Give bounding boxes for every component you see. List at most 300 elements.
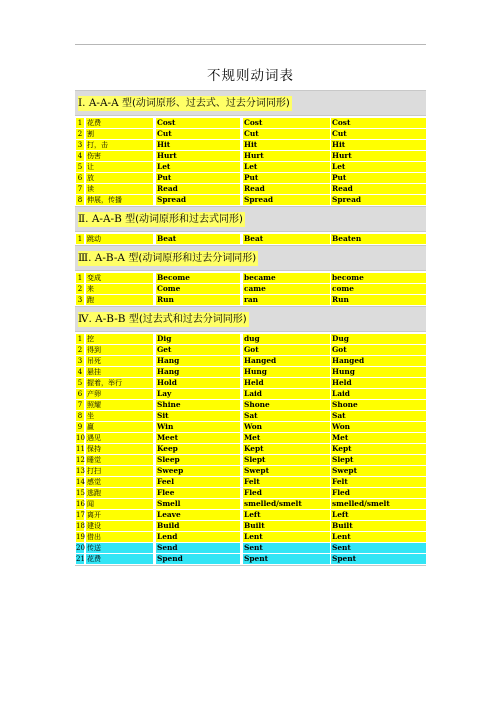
table-row bbox=[75, 377, 426, 388]
base-form: Lend bbox=[156, 532, 240, 542]
section-rows bbox=[75, 271, 426, 307]
section-type: 型 bbox=[122, 97, 133, 109]
past-participle-cell bbox=[330, 128, 426, 139]
past-tense-cell bbox=[242, 421, 330, 432]
chinese-meaning-cell bbox=[85, 454, 153, 465]
section-header bbox=[75, 207, 426, 232]
past-participle-cell bbox=[330, 333, 426, 344]
row-number-cell bbox=[75, 509, 84, 520]
row-number-cell bbox=[75, 117, 84, 128]
row-number: 1 bbox=[77, 334, 83, 343]
table-row bbox=[75, 233, 426, 244]
row-number: 5 bbox=[77, 378, 83, 387]
past-participle-cell bbox=[330, 498, 426, 509]
base-form-cell bbox=[155, 161, 240, 172]
past-participle-cell bbox=[330, 421, 426, 432]
row-number: 3 bbox=[77, 295, 83, 304]
past-participle-cell bbox=[330, 465, 426, 476]
base-form-cell bbox=[155, 388, 240, 399]
row-number: 9 bbox=[77, 422, 83, 431]
base-form-cell bbox=[155, 377, 240, 388]
row-number: 14 bbox=[76, 477, 85, 486]
past-participle: Sat bbox=[331, 411, 426, 421]
row-number: 19 bbox=[76, 532, 85, 541]
row-number: 11 bbox=[76, 444, 85, 453]
past-participle: Cost bbox=[331, 118, 426, 128]
section-description: (动词原形和过去分词同形) bbox=[138, 252, 257, 264]
section-title bbox=[78, 312, 249, 327]
section-rows bbox=[75, 332, 426, 566]
base-form: Win bbox=[156, 422, 240, 432]
past-participle-cell bbox=[330, 476, 426, 487]
past-participle: Got bbox=[331, 345, 426, 355]
past-tense-cell bbox=[242, 443, 330, 454]
base-form: Spread bbox=[156, 195, 240, 205]
past-participle: Dug bbox=[331, 334, 426, 344]
past-participle: Hung bbox=[331, 367, 426, 377]
chinese-meaning: 读 bbox=[86, 184, 153, 194]
row-number: 1 bbox=[77, 273, 83, 282]
table-row bbox=[75, 498, 426, 509]
row-number-cell bbox=[75, 542, 84, 553]
chinese-meaning: 坐 bbox=[86, 411, 153, 421]
past-tense-cell bbox=[242, 233, 330, 244]
row-number: 18 bbox=[76, 521, 85, 530]
base-form-cell bbox=[155, 272, 240, 283]
section-roman: Ⅳ. bbox=[78, 312, 92, 325]
past-participle-cell bbox=[330, 294, 426, 305]
section-pattern: A-B-B bbox=[91, 312, 129, 325]
past-participle: Cut bbox=[331, 129, 426, 139]
row-number: 17 bbox=[76, 510, 85, 519]
row-number-cell bbox=[75, 344, 84, 355]
header-rule bbox=[75, 44, 426, 45]
table-row bbox=[75, 432, 426, 443]
past-participle-cell bbox=[330, 117, 426, 128]
row-number: 5 bbox=[77, 162, 83, 171]
row-number: 8 bbox=[77, 411, 83, 420]
chinese-meaning: 保持 bbox=[86, 444, 153, 454]
chinese-meaning: 跳动 bbox=[86, 234, 153, 244]
chinese-meaning-cell bbox=[85, 344, 153, 355]
past-participle: Kept bbox=[331, 444, 426, 454]
row-number-cell bbox=[75, 498, 84, 509]
past-participle: Hit bbox=[331, 140, 426, 150]
base-form: Feel bbox=[156, 477, 240, 487]
base-form-cell bbox=[155, 194, 240, 205]
chinese-meaning: 照耀 bbox=[86, 400, 153, 410]
base-form-cell bbox=[155, 531, 240, 542]
base-form: Hurt bbox=[156, 151, 240, 161]
row-number: 20 bbox=[76, 543, 85, 552]
base-form: Run bbox=[156, 295, 240, 305]
past-tense: Cost bbox=[243, 118, 330, 128]
past-participle-cell bbox=[330, 443, 426, 454]
base-form: Shine bbox=[156, 400, 240, 410]
section-header bbox=[75, 246, 426, 271]
chinese-meaning: 传送 bbox=[86, 543, 153, 553]
chinese-meaning-cell bbox=[85, 272, 153, 283]
table-row bbox=[75, 520, 426, 531]
past-tense: Hanged bbox=[243, 356, 330, 366]
section-rows bbox=[75, 116, 426, 207]
past-tense-cell bbox=[242, 520, 330, 531]
past-tense-cell bbox=[242, 542, 330, 553]
chinese-meaning-cell bbox=[85, 233, 153, 244]
row-number-cell bbox=[75, 272, 84, 283]
table-row bbox=[75, 465, 426, 476]
chinese-meaning: 吊死 bbox=[86, 356, 153, 366]
chinese-meaning-cell bbox=[85, 183, 153, 194]
past-tense-cell bbox=[242, 531, 330, 542]
row-number-cell bbox=[75, 443, 84, 454]
table-row bbox=[75, 388, 426, 399]
chinese-meaning: 得到 bbox=[86, 345, 153, 355]
past-participle-cell bbox=[330, 272, 426, 283]
past-participle: come bbox=[331, 284, 426, 294]
base-form: Let bbox=[156, 162, 240, 172]
past-tense: Spent bbox=[243, 554, 330, 564]
chinese-meaning-cell bbox=[85, 377, 153, 388]
table-row bbox=[75, 542, 426, 553]
chinese-meaning: 睡觉 bbox=[86, 455, 153, 465]
past-participle: Met bbox=[331, 433, 426, 443]
base-form-cell bbox=[155, 498, 240, 509]
base-form-cell bbox=[155, 443, 240, 454]
row-number: 8 bbox=[77, 195, 83, 204]
table-row bbox=[75, 283, 426, 294]
chinese-meaning-cell bbox=[85, 432, 153, 443]
chinese-meaning: 伸展，传播 bbox=[86, 195, 153, 205]
past-tense: Slept bbox=[243, 455, 330, 465]
row-number: 13 bbox=[76, 466, 85, 475]
past-participle-cell bbox=[330, 366, 426, 377]
past-tense-cell bbox=[242, 454, 330, 465]
table-row bbox=[75, 531, 426, 542]
past-participle-cell bbox=[330, 487, 426, 498]
section-type: 型 bbox=[128, 252, 139, 264]
base-form-cell bbox=[155, 432, 240, 443]
table-row bbox=[75, 443, 426, 454]
row-number-cell bbox=[75, 432, 84, 443]
past-participle-cell bbox=[330, 388, 426, 399]
past-participle-cell bbox=[330, 410, 426, 421]
past-participle: Held bbox=[331, 378, 426, 388]
past-participle-cell bbox=[330, 542, 426, 553]
past-tense: Swept bbox=[243, 466, 330, 476]
base-form: Flee bbox=[156, 488, 240, 498]
past-participle-cell bbox=[330, 399, 426, 410]
base-form-cell bbox=[155, 150, 240, 161]
chinese-meaning: 离开 bbox=[86, 510, 153, 520]
chinese-meaning-cell bbox=[85, 355, 153, 366]
past-participle: Felt bbox=[331, 477, 426, 487]
table-row bbox=[75, 366, 426, 377]
past-participle: Slept bbox=[331, 455, 426, 465]
base-form: Hang bbox=[156, 356, 240, 366]
past-participle-cell bbox=[330, 150, 426, 161]
base-form-cell bbox=[155, 399, 240, 410]
past-tense-cell bbox=[242, 117, 330, 128]
table-row bbox=[75, 333, 426, 344]
table-row bbox=[75, 487, 426, 498]
chinese-meaning: 借出 bbox=[86, 532, 153, 542]
chinese-meaning: 放 bbox=[86, 173, 153, 183]
row-number-cell bbox=[75, 355, 84, 366]
past-tense: Held bbox=[243, 378, 330, 388]
base-form-cell bbox=[155, 183, 240, 194]
chinese-meaning-cell bbox=[85, 520, 153, 531]
chinese-meaning-cell bbox=[85, 498, 153, 509]
base-form-cell bbox=[155, 454, 240, 465]
base-form-cell bbox=[155, 520, 240, 531]
row-number-cell bbox=[75, 553, 84, 564]
base-form: Hold bbox=[156, 378, 240, 388]
row-number: 21 bbox=[76, 554, 85, 563]
base-form: Lay bbox=[156, 389, 240, 399]
past-tense: Spread bbox=[243, 195, 330, 205]
base-form: Leave bbox=[156, 510, 240, 520]
past-tense-cell bbox=[242, 509, 330, 520]
base-form-cell bbox=[155, 117, 240, 128]
section-pattern: A-A-B bbox=[88, 212, 126, 225]
table-row bbox=[75, 294, 426, 305]
chinese-meaning: 挖 bbox=[86, 334, 153, 344]
row-number: 1 bbox=[77, 234, 83, 243]
base-form: Keep bbox=[156, 444, 240, 454]
chinese-meaning-cell bbox=[85, 333, 153, 344]
past-tense-cell bbox=[242, 344, 330, 355]
table-row bbox=[75, 476, 426, 487]
base-form: Smell bbox=[156, 499, 240, 509]
past-tense-cell bbox=[242, 139, 330, 150]
past-tense-cell bbox=[242, 487, 330, 498]
table-row bbox=[75, 128, 426, 139]
chinese-meaning: 打，击 bbox=[86, 140, 153, 150]
past-participle-cell bbox=[330, 183, 426, 194]
row-number-cell bbox=[75, 476, 84, 487]
past-participle-cell bbox=[330, 161, 426, 172]
row-number: 1 bbox=[77, 118, 83, 127]
past-tense: Won bbox=[243, 422, 330, 432]
table-row bbox=[75, 150, 426, 161]
section-description: (动词原形和过去式同形) bbox=[135, 213, 243, 225]
base-form: Sit bbox=[156, 411, 240, 421]
past-participle-cell bbox=[330, 432, 426, 443]
past-tense-cell bbox=[242, 150, 330, 161]
past-participle: Shone bbox=[331, 400, 426, 410]
past-tense: dug bbox=[243, 334, 330, 344]
row-number: 4 bbox=[77, 151, 83, 160]
past-participle-cell bbox=[330, 553, 426, 564]
section-roman: Ⅱ. bbox=[78, 212, 89, 225]
base-form-cell bbox=[155, 294, 240, 305]
row-number: 6 bbox=[77, 389, 83, 398]
table-row bbox=[75, 421, 426, 432]
section-header bbox=[75, 307, 426, 332]
table-row bbox=[75, 399, 426, 410]
base-form: Hang bbox=[156, 367, 240, 377]
chinese-meaning-cell bbox=[85, 294, 153, 305]
base-form-cell bbox=[155, 128, 240, 139]
base-form: Send bbox=[156, 543, 240, 553]
chinese-meaning-cell bbox=[85, 150, 153, 161]
row-number-cell bbox=[75, 377, 84, 388]
row-number-cell bbox=[75, 465, 84, 476]
section-description: (动词原形、过去式、过去分词同形) bbox=[132, 97, 290, 109]
past-tense: Felt bbox=[243, 477, 330, 487]
past-participle-cell bbox=[330, 344, 426, 355]
base-form: Become bbox=[156, 273, 240, 283]
table-row bbox=[75, 355, 426, 366]
base-form: Build bbox=[156, 521, 240, 531]
table-row bbox=[75, 183, 426, 194]
chinese-meaning: 花费 bbox=[86, 554, 153, 564]
chinese-meaning-cell bbox=[85, 410, 153, 421]
chinese-meaning: 建设 bbox=[86, 521, 153, 531]
past-tense: Built bbox=[243, 521, 330, 531]
past-tense-cell bbox=[242, 377, 330, 388]
past-tense: ran bbox=[243, 295, 330, 305]
past-participle-cell bbox=[330, 377, 426, 388]
section-title bbox=[78, 212, 245, 227]
past-tense: Read bbox=[243, 184, 330, 194]
past-tense: Met bbox=[243, 433, 330, 443]
past-tense: Hit bbox=[243, 140, 330, 150]
base-form: Spend bbox=[156, 554, 240, 564]
past-tense-cell bbox=[242, 476, 330, 487]
past-tense: smelled/smelt bbox=[243, 499, 330, 509]
past-tense-cell bbox=[242, 272, 330, 283]
past-participle: Built bbox=[331, 521, 426, 531]
row-number: 12 bbox=[76, 455, 85, 464]
chinese-meaning: 握着，举行 bbox=[86, 378, 153, 388]
past-tense: Let bbox=[243, 162, 330, 172]
past-participle-cell bbox=[330, 355, 426, 366]
base-form-cell bbox=[155, 509, 240, 520]
past-tense-cell bbox=[242, 366, 330, 377]
past-tense-cell bbox=[242, 183, 330, 194]
row-number-cell bbox=[75, 294, 84, 305]
base-form: Beat bbox=[156, 234, 240, 244]
row-number: 2 bbox=[77, 284, 83, 293]
past-participle: Hurt bbox=[331, 151, 426, 161]
past-tense-cell bbox=[242, 399, 330, 410]
past-participle: become bbox=[331, 273, 426, 283]
past-tense: became bbox=[243, 273, 330, 283]
base-form-cell bbox=[155, 344, 240, 355]
row-number: 15 bbox=[76, 488, 85, 497]
chinese-meaning: 感觉 bbox=[86, 477, 153, 487]
base-form: Dig bbox=[156, 334, 240, 344]
chinese-meaning-cell bbox=[85, 509, 153, 520]
past-participle: Put bbox=[331, 173, 426, 183]
past-participle-cell bbox=[330, 139, 426, 150]
row-number-cell bbox=[75, 399, 84, 410]
past-tense: Kept bbox=[243, 444, 330, 454]
chinese-meaning-cell bbox=[85, 172, 153, 183]
past-participle: Spent bbox=[331, 554, 426, 564]
chinese-meaning: 产卵 bbox=[86, 389, 153, 399]
section-title bbox=[78, 251, 258, 266]
row-number-cell bbox=[75, 454, 84, 465]
past-participle-cell bbox=[330, 454, 426, 465]
row-number-cell bbox=[75, 487, 84, 498]
row-number-cell bbox=[75, 172, 84, 183]
section-pattern: A-A-A bbox=[85, 96, 123, 109]
base-form: Sweep bbox=[156, 466, 240, 476]
past-tense-cell bbox=[242, 410, 330, 421]
past-tense: Sent bbox=[243, 543, 330, 553]
table-row bbox=[75, 172, 426, 183]
row-number-cell bbox=[75, 150, 84, 161]
past-tense: came bbox=[243, 284, 330, 294]
past-participle-cell bbox=[330, 283, 426, 294]
past-participle-cell bbox=[330, 194, 426, 205]
past-participle: Laid bbox=[331, 389, 426, 399]
past-tense: Fled bbox=[243, 488, 330, 498]
base-form: Get bbox=[156, 345, 240, 355]
row-number-cell bbox=[75, 194, 84, 205]
base-form: Cost bbox=[156, 118, 240, 128]
table-row bbox=[75, 272, 426, 283]
past-participle: smelled/smelt bbox=[331, 499, 426, 509]
base-form-cell bbox=[155, 553, 240, 564]
row-number: 6 bbox=[77, 173, 83, 182]
base-form: Sleep bbox=[156, 455, 240, 465]
past-tense-cell bbox=[242, 172, 330, 183]
base-form: Put bbox=[156, 173, 240, 183]
chinese-meaning-cell bbox=[85, 366, 153, 377]
chinese-meaning-cell bbox=[85, 476, 153, 487]
past-tense-cell bbox=[242, 194, 330, 205]
table-row bbox=[75, 139, 426, 150]
table-row bbox=[75, 553, 426, 564]
past-tense: Hung bbox=[243, 367, 330, 377]
past-tense-cell bbox=[242, 553, 330, 564]
chinese-meaning: 逃跑 bbox=[86, 488, 153, 498]
chinese-meaning: 来 bbox=[86, 284, 153, 294]
base-form-cell bbox=[155, 487, 240, 498]
row-number: 16 bbox=[76, 499, 85, 508]
row-number-cell bbox=[75, 520, 84, 531]
row-number-cell bbox=[75, 161, 84, 172]
past-tense: Left bbox=[243, 510, 330, 520]
past-participle: Hanged bbox=[331, 356, 426, 366]
chinese-meaning: 打扫 bbox=[86, 466, 153, 476]
past-tense-cell bbox=[242, 294, 330, 305]
chinese-meaning-cell bbox=[85, 443, 153, 454]
row-number-cell bbox=[75, 388, 84, 399]
past-tense-cell bbox=[242, 355, 330, 366]
base-form-cell bbox=[155, 355, 240, 366]
row-number: 2 bbox=[77, 345, 83, 354]
chinese-meaning-cell bbox=[85, 399, 153, 410]
row-number-cell bbox=[75, 333, 84, 344]
chinese-meaning: 闻 bbox=[86, 499, 153, 509]
past-participle: Fled bbox=[331, 488, 426, 498]
past-participle-cell bbox=[330, 520, 426, 531]
past-tense: Shone bbox=[243, 400, 330, 410]
row-number: 7 bbox=[77, 184, 83, 193]
section-roman: Ⅲ. bbox=[78, 251, 92, 264]
row-number: 7 bbox=[77, 400, 83, 409]
section-roman: Ⅰ. bbox=[78, 96, 86, 109]
past-tense: Hurt bbox=[243, 151, 330, 161]
base-form-cell bbox=[155, 542, 240, 553]
past-participle: Lent bbox=[331, 532, 426, 542]
past-participle: Spread bbox=[331, 195, 426, 205]
